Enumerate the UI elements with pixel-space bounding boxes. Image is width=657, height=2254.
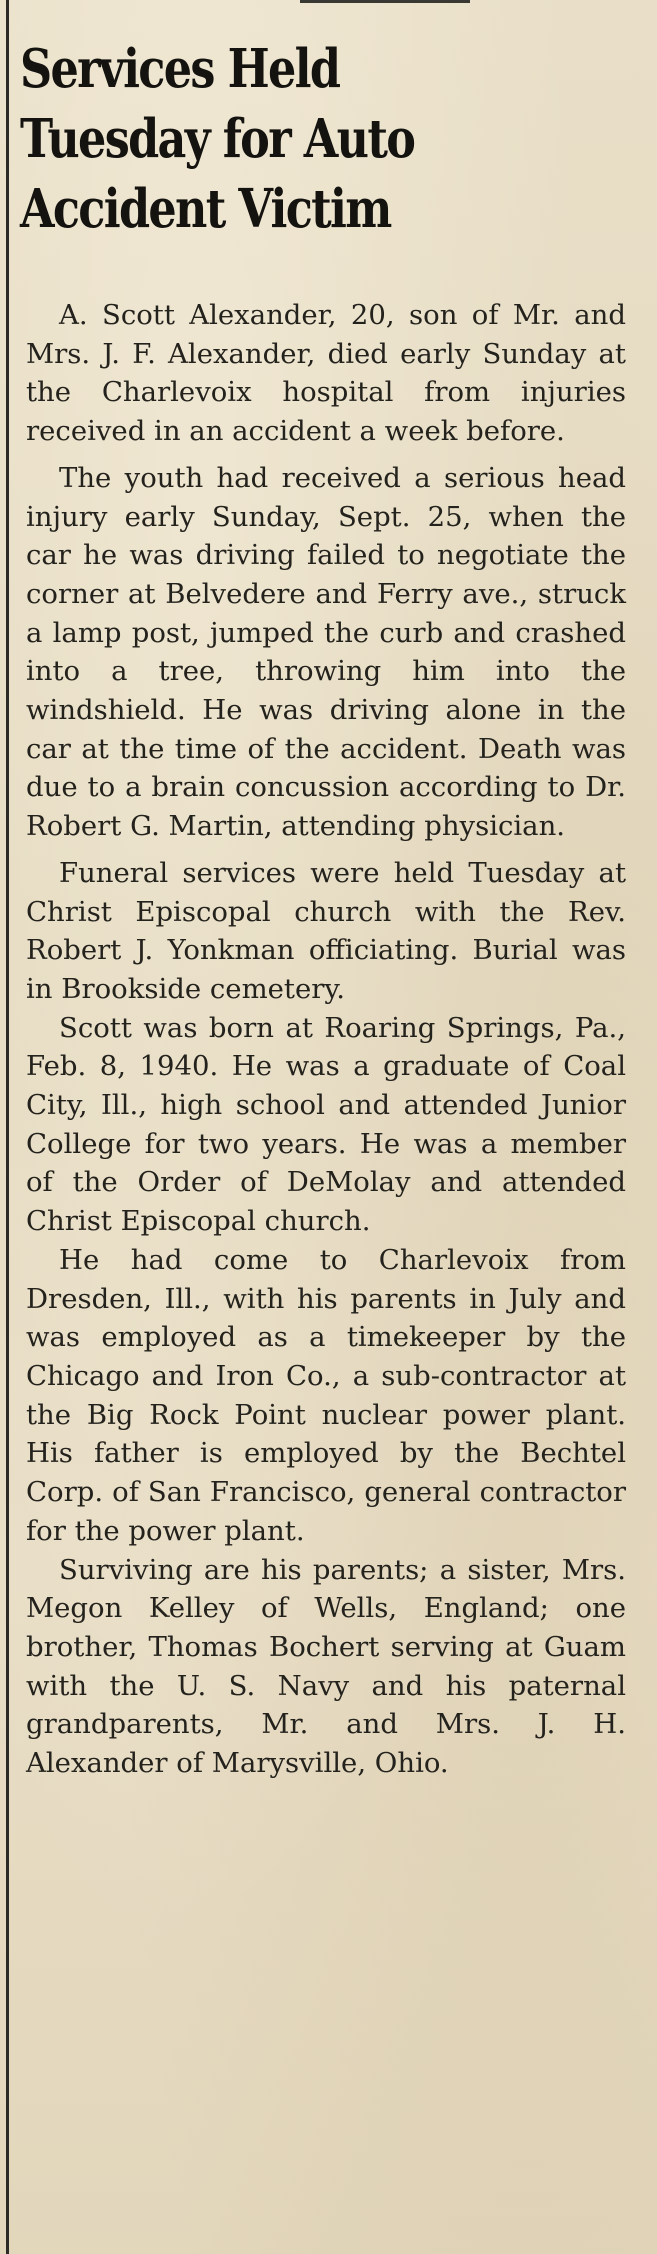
headline — [20, 34, 541, 244]
headline-line: Accident Victim — [20, 178, 391, 240]
column-rule — [6, 0, 9, 2254]
article-paragraph: The youth had received a serious head injury early Sunday, Sept. 25, when the car he was driving failed to negotiate the corner at Belvedere and Ferry ave., struck a lamp post, jumped the curb and crashed into a tree, throwing him into the windshield. He was driving alone in the car at the time of the accident. Death was due to a brain concussion according to Dr. Robert G. Martin, attending physician. — [26, 461, 626, 843]
article-paragraph: He had come to Charlevoix from Dresden, Ill., with his parents in July and was employed as a timekeeper by the Chicago and Iron Co., a sub-contractor at the Big Rock Point nuclear power plant. His father is employed by the Bechtel Corp. of San Francisco, general contractor for the power plant. — [26, 1243, 626, 1547]
article-body — [26, 296, 626, 1783]
top-rule — [300, 0, 470, 3]
headline-line: Tuesday for Auto — [20, 108, 415, 170]
article-paragraph: Scott was born at Roaring Springs, Pa., Feb. 8, 1940. He was a graduate of Coal City, Ill., high school and attended Junior College for two years. He was a member of the Order of DeMolay and attended Christ Episcopal church. — [26, 1011, 626, 1238]
headline-line: Services Held — [20, 38, 340, 100]
article-paragraph: Funeral services were held Tuesday at Christ Episcopal church with the Rev. Robert J. Yonkman officiating. Burial was in Brookside cemetery. — [26, 856, 626, 1005]
article-paragraph: A. Scott Alexander, 20, son of Mr. and Mrs. J. F. Alexander, died early Sunday at the Charlevoix hospital from injuries received in an accident a week before. — [26, 299, 626, 448]
article-paragraph: Surviving are his parents; a sister, Mrs. Megon Kelley of Wells, England; one brother, Thomas Bochert serving at Guam with the U. S. Navy and his paternal grandparents, Mr. and Mrs. J. H. Alexander of Marysville, Ohio. — [26, 1553, 626, 1780]
